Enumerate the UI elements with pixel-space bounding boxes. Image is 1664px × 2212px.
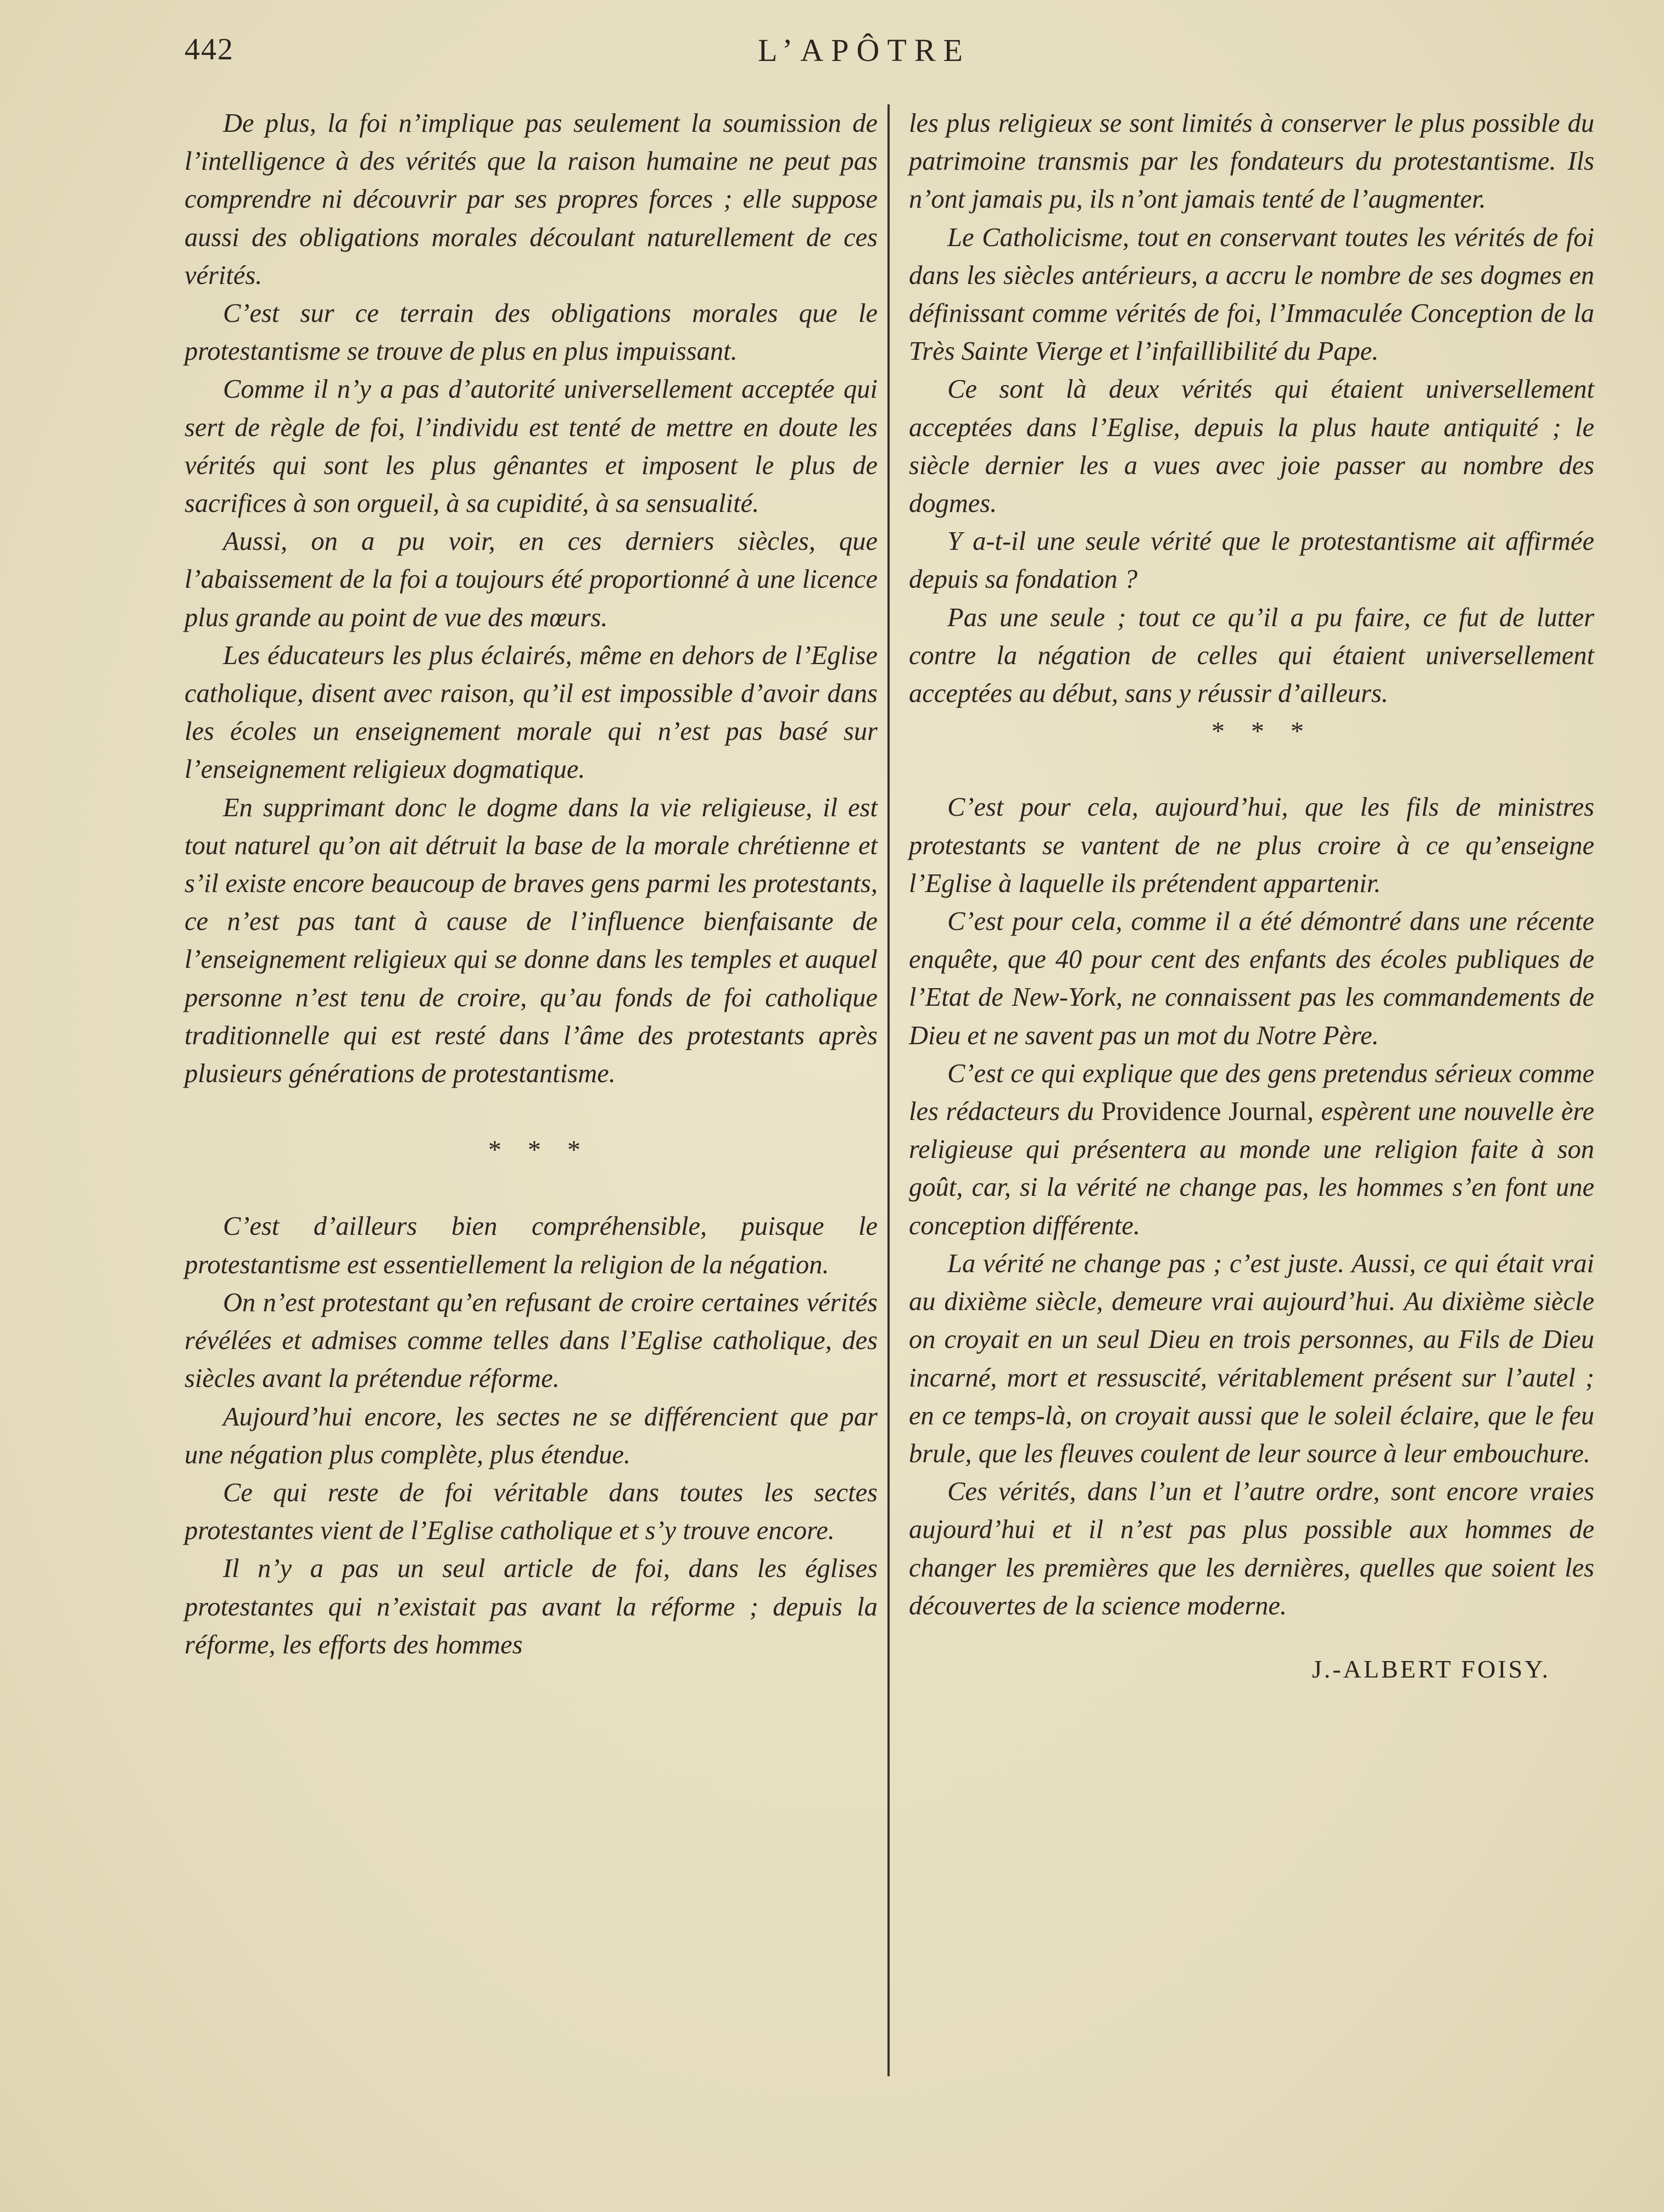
- paragraph: C’est sur ce terrain des obligations morales que le protestantisme se trouve de plus en plus impuissant.: [185, 299, 878, 366]
- section-separator: * * *: [488, 1135, 590, 1165]
- paragraph: Les éducateurs les plus éclairés, même en dehors de l’Eglise catholique, disent avec raison, qu’il est impossible d’avoir dans les écoles un enseignement morale qui n’est pas basé sur l’enseignement religieux dogmatique.: [185, 640, 878, 784]
- running-title: L’APÔTRE: [758, 32, 970, 68]
- paragraph-text: C’est ce qui explique que des gens pretendus sérieux comme les rédacteurs du: [909, 1058, 1594, 1127]
- paragraph-continued: les plus religieux se sont limités à conserver le plus possible du patrimoine transmis par les fondateurs du protestantisme. Ils n’ont jamais pu, ils n’ont jamais tenté de l’augmenter.: [909, 109, 1594, 214]
- paragraph-text: , espèrent une nouvelle ère religieuse qui présentera au monde une religion faite à son goût, car, si la vérité ne change pas, les hommes s’en font une conception différente.: [909, 1097, 1594, 1240]
- section-separator: * * *: [1211, 717, 1314, 746]
- paragraph: [909, 1055, 1594, 1245]
- paragraph: Aussi, on a pu voir, en ces derniers siècles, que l’abaissement de la foi a toujours été proportionné à une licence plus grande au point de vue des mœurs.: [185, 527, 878, 632]
- paragraph: Le Catholicisme, tout en conservant toutes les vérités de foi dans les siècles antérieurs, a accru le nombre de ses dogmes en définissant comme vérités de foi, l’Immaculée Conception de la Très Sainte Vierge et l’infaillibilité du Pape.: [909, 222, 1594, 366]
- paragraph: On n’est protestant qu’en refusant de croire certaines vérités révélées et admises comme telles dans l’Eglise catholique, des siècles avant la prétendue réforme.: [185, 1288, 878, 1394]
- paragraph: C’est d’ailleurs bien compréhensible, puisque le protestantisme est essentiellement la religion de la négation.: [185, 1212, 878, 1279]
- author-signature: J.-ALBERT FOISY.: [1312, 1654, 1550, 1683]
- paragraph: C’est pour cela, comme il a été démontré dans une récente enquête, que 40 pour cent des enfants des écoles publiques de l’Etat de New-York, ne connaissent pas les commandements de Dieu et ne savent pas un mot du Notre Père.: [909, 907, 1594, 1050]
- paragraph: La vérité ne change pas ; c’est juste. Aussi, ce qui était vrai au dixième siècle, demeure vrai aujourd’hui. Au dixième siècle on croyait en un seul Dieu en trois personnes, au Fils de Dieu incarné, mort et ressuscité, véritablement présent sur l’autel ; en ce temps-là, on croyait aussi que le soleil éclaire, que le feu brule, que les fleuves coulent de leur source à leur embouchure.: [909, 1249, 1594, 1468]
- paragraph: En supprimant donc le dogme dans la vie religieuse, il est tout naturel qu’on ait détruit la base de la morale chrétienne et s’il existe encore beaucoup de braves gens parmi les protestants, ce n’est pas tant à cause de l’influence bienfaisante de l’enseignement religieux qui se donne dans les temples et auquel personne n’est tenu de croire, qu’au fonds de foi catholique traditionnelle qui est resté dans l’âme des protestants après plusieurs générations de protestantisme.: [185, 793, 878, 1089]
- paragraph: Pas une seule ; tout ce qu’il a pu faire, ce fut de lutter contre la négation de celles qui étaient universellement acceptées au début, sans y réussir d’ailleurs.: [909, 603, 1594, 709]
- paragraph: Ce sont là deux vérités qui étaient universellement acceptées dans l’Eglise, depuis la plus haute antiquité ; le siècle dernier les a vues avec joie passer au nombre des dogmes.: [909, 375, 1594, 519]
- paragraph: Y a-t-il une seule vérité que le protestantisme ait affirmée depuis sa fondation ?: [909, 527, 1594, 594]
- paragraph: Aujourd’hui encore, les sectes ne se différencient que par une négation plus complète, plus étendue.: [185, 1402, 878, 1469]
- paragraph: Ce qui reste de foi véritable dans toutes les sectes protestantes vient de l’Eglise catholique et s’y trouve encore.: [185, 1478, 878, 1546]
- paragraph: Comme il n’y a pas d’autorité universellement acceptée qui sert de règle de foi, l’individu est tenté de mettre en doute les vérités qui sont les plus gênantes et imposent le plus de sacrifices à son orgueil, à sa cupidité, à sa sensualité.: [185, 375, 878, 519]
- paragraph: Il n’y a pas un seul article de foi, dans les églises protestantes qui n’existait pas avant la réforme ; depuis la réforme, les efforts des hommes: [185, 1554, 878, 1659]
- paragraph: Ces vérités, dans l’un et l’autre ordre, sont encore vraies aujourd’hui et il n’est pas plus possible aux hommes de changer les premières que les dernières, quelles que soient les découvertes de la science moderne.: [909, 1477, 1594, 1620]
- page-number: 442: [185, 32, 234, 66]
- paragraph: C’est pour cela, aujourd’hui, que les fils de ministres protestants se vantent de ne plus croire à ce qu’enseigne l’Eglise à laquelle ils prétendent appartenir.: [909, 793, 1594, 898]
- left-column: [185, 104, 878, 1664]
- page-header: [0, 32, 1664, 76]
- paragraph: De plus, la foi n’implique pas seulement la soumission de l’intelligence à des vérités que la raison humaine ne peut pas comprendre ni découvrir par ses propres forces ; elle suppose aussi des obligations morales découlant naturellement de ces vérités.: [185, 109, 878, 290]
- journal-name: Providence Journal: [1101, 1097, 1307, 1127]
- column-divider: [887, 104, 890, 2076]
- right-column: [909, 104, 1594, 1688]
